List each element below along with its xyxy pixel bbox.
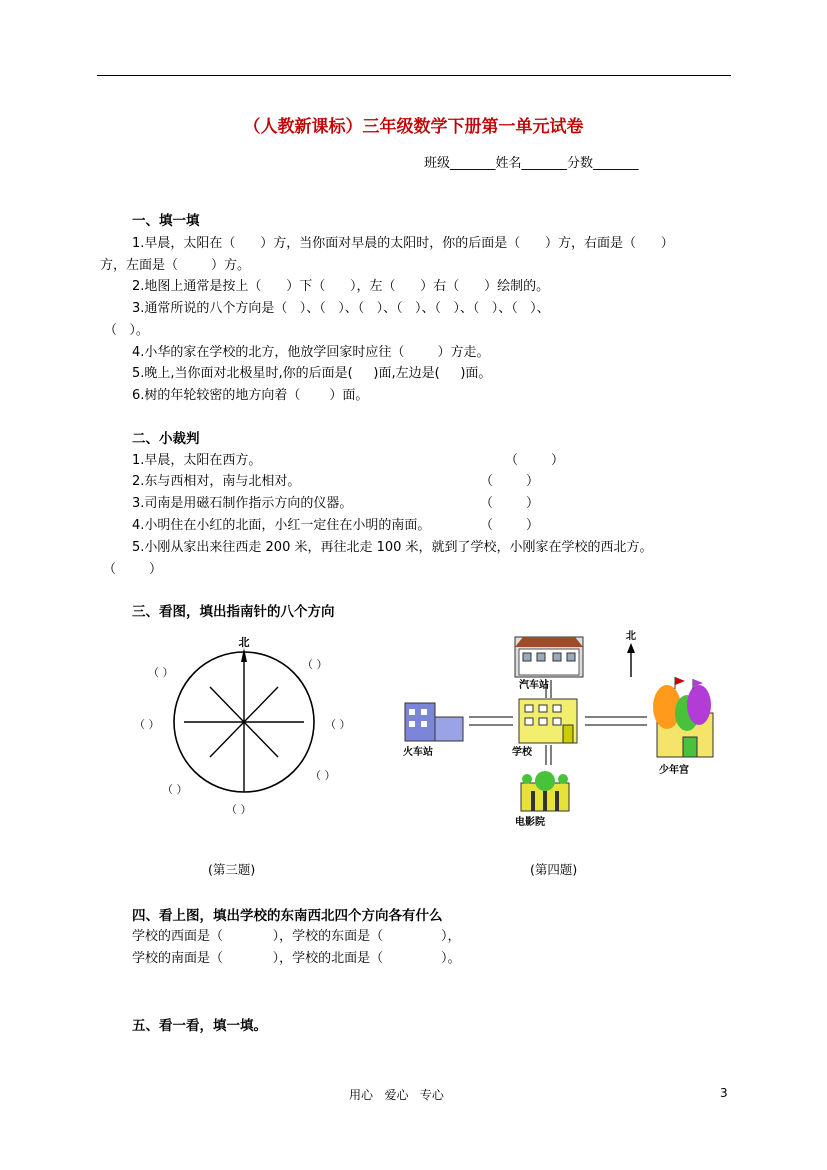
s4-line-2: 学校的南面是（ ），学校的北面是（ ）。 <box>132 951 461 966</box>
section5-heading: 五、看一看，填一填。 <box>132 1018 267 1034</box>
bus-station-icon <box>515 637 583 677</box>
student-info-line: 班级_______姓名_______分数_______ <box>424 156 639 171</box>
page-number: 3 <box>720 1086 728 1100</box>
school-icon <box>519 699 577 743</box>
s2-line-5: 5.小刚从家出来往西走 200 米，再往北走 100 米，就到了学校，小刚家在学校的西北方。 <box>132 540 653 555</box>
header-rule <box>97 75 731 76</box>
s2-bracket-4: （ ） <box>480 518 540 533</box>
s1-line-1: 1.早晨，太阳在（ ）方，当你面对早晨的太阳时，你的后面是（ ）方，右面是（ ） <box>132 236 674 251</box>
compass-blank-sw: （ ） <box>162 783 188 796</box>
s2-bracket-2: （ ） <box>480 474 540 489</box>
s2-line-3: 3.司南是用磁石制作指示方向的仪器。 <box>132 496 353 511</box>
compass-blank-se: （ ） <box>310 769 336 782</box>
compass-blank-s: （ ） <box>226 803 252 816</box>
s2-line-2: 2.东与西相对，南与北相对。 <box>132 474 301 489</box>
bus-station-label: 汽车站 <box>519 680 549 691</box>
s1-line-7: 5.晚上,当你面对北极星时,你的后面是( )面,左边是( )面。 <box>132 366 492 381</box>
caption-q4: (第四题) <box>530 862 578 877</box>
section2-heading: 二、小裁判 <box>132 431 200 447</box>
s2-bracket-1: （ ） <box>505 453 565 468</box>
compass-blank-e: （ ） <box>325 718 351 731</box>
s2-line-6: （ ） <box>103 562 163 577</box>
s2-line-1: 1.早晨，太阳在西方。 <box>132 453 262 468</box>
s2-line-4: 4.小明住在小红的北面，小红一定住在小明的南面。 <box>132 518 431 533</box>
cinema-icon <box>521 771 569 811</box>
map-figure <box>395 625 725 835</box>
page-title: （人教新课标）三年级数学下册第一单元试卷 <box>243 117 584 137</box>
section1-heading: 一、填一填 <box>132 213 200 229</box>
caption-q3: (第三题) <box>208 862 256 877</box>
map-north-label: 北 <box>626 631 636 642</box>
s1-line-3: 2.地图上通常是按上（ ）下（ ），左（ ）右（ ）绘制的。 <box>132 279 550 294</box>
section3-heading: 三、看图，填出指南针的八个方向 <box>132 604 335 620</box>
cinema-label: 电影院 <box>515 817 545 828</box>
compass-north-label: 北 <box>238 636 250 649</box>
compass-blank-nw: （ ） <box>148 666 174 679</box>
train-station-label: 火车站 <box>403 747 433 758</box>
s1-line-2: 方，左面是（ ）方。 <box>100 258 251 273</box>
school-label: 学校 <box>512 747 532 758</box>
s4-line-1: 学校的西面是（ ），学校的东面是（ ）， <box>132 929 461 944</box>
compass-blank-ne: （ ） <box>302 658 328 671</box>
footer-text: 用心 爱心 专心 <box>349 1088 444 1102</box>
s1-line-5: （ ）。 <box>104 323 149 338</box>
youth-palace-icon <box>653 677 713 757</box>
train-station-icon <box>405 703 463 741</box>
s1-line-4: 3.通常所说的八个方向是（ ）、（ ）、（ ）、（ ）、（ ）、（ ）、（ ）、 <box>132 301 550 316</box>
s1-line-8: 6.树的年轮较密的地方向着（ ）面。 <box>132 388 369 403</box>
compass-figure <box>130 632 370 822</box>
compass-blank-w: （ ） <box>134 718 160 731</box>
s1-line-6: 4.小华的家在学校的北方，他放学回家时应往（ ）方走。 <box>132 345 490 360</box>
s2-bracket-3: （ ） <box>480 496 540 511</box>
youth-palace-label: 少年宫 <box>659 765 689 776</box>
section4-heading: 四、看上图，填出学校的东南西北四个方向各有什么 <box>132 908 443 924</box>
